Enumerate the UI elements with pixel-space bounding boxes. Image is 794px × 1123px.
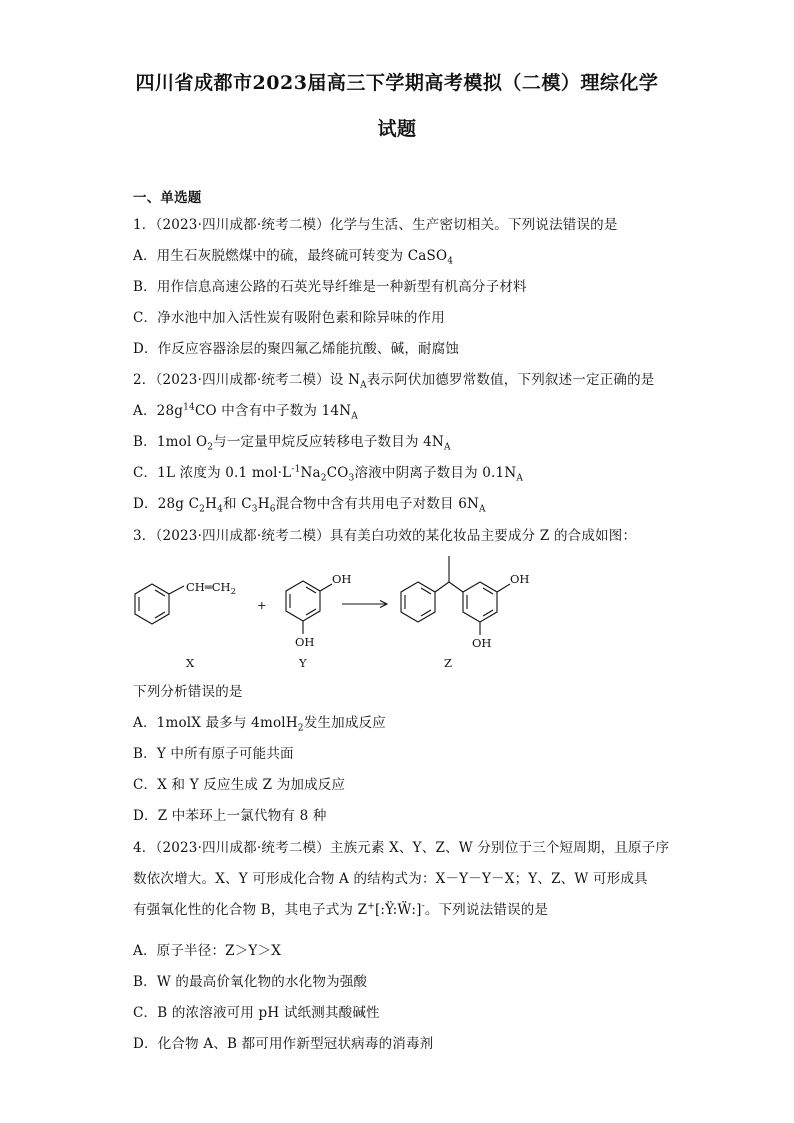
q4-stem-line3 [133,898,548,918]
y-oh-top: OH [332,572,352,586]
section-heading: 一、单选题 [133,190,202,206]
q2-c-3: CO [326,465,349,481]
q2-option-a [133,399,358,422]
q3-option-c: C．X 和 Y 反应生成 Z 为加成反应 [133,777,346,793]
plus-sign: + [257,598,267,612]
q2-d-2: H [205,496,218,512]
q2-stem-pre: 2．（2023·四川成都·统考二模）设 N [133,372,361,388]
q4-option-b: B．W 的最高价氧化物的水化物为强酸 [133,974,368,990]
q2-b-sub2: A [443,442,451,453]
q1-a-text: A．用生石灰脱燃煤中的硫，最终硫可转变为 CaSO [133,248,448,264]
q1-option-c: C．净水池中加入活性炭有吸附色素和除异味的作用 [133,310,445,326]
q2-d-sub3: 3 [251,504,258,515]
z-oh-bottom: OH [472,636,492,650]
x-group-sub: 2 [230,587,237,597]
q2-d-sub5: A [479,504,486,515]
label-y: Y [299,656,307,670]
q2-a-sub: A [351,411,358,422]
q4-option-d: D．化合物 A、B 都可用作新型冠状病毒的消毒剂 [133,1036,434,1052]
x-group-label [186,580,236,597]
q2-stem-post: 表示阿伏加德罗常数值，下列叙述一定正确的是 [366,372,655,388]
q1-option-a [133,244,454,267]
q2-c-2: Na [300,465,321,481]
q2-d-sub4: 6 [269,504,276,515]
label-z: Z [444,656,452,670]
q3-stem: 3．（2023·四川成都·统考二模）具有美白功效的某化妆品主要成分 Z 的合成如图： [133,528,637,544]
q2-d-1: D．28g C [133,496,200,512]
q4-stem3-3: 。下列说法错误的是 [424,902,549,918]
reaction-scheme [120,550,580,675]
z-oh-top: OH [510,572,530,586]
q2-d-sub2: 4 [217,504,224,515]
q2-a-sup: 14 [183,402,195,413]
q2-option-b [133,430,451,453]
z-resorcinol-ring [463,582,497,622]
q2-option-d [133,492,486,515]
y-benzene-ring [286,581,320,621]
x-vinyl-bond [169,586,184,594]
label-x: X [186,656,195,670]
q3-option-b: B．Y 中所有原子可能共面 [133,746,294,762]
y-oh-bottom: OH [295,635,315,649]
q4-stem-line2: 数依次增大。X、Y 可形成化合物 A 的结构式为：X－Y－Y－X；Y、Z、W 可形成具 [133,871,648,887]
z-phenyl-ring [401,582,435,622]
q1-option-d: D．作反应容器涂层的聚四氟乙烯能抗酸、碱，耐腐蚀 [133,341,460,357]
q2-c-sub2: 3 [348,473,355,484]
q1-stem: 1．（2023·四川成都·统考二模）化学与生活、生产密切相关。下列说法错误的是 [133,217,618,233]
document-title-line1: 四川省成都市2023届高三下学期高考模拟（二模）理综化学 [135,72,659,94]
q3-option-d: D．Z 中苯环上一氯代物有 8 种 [133,808,327,824]
q3-option-a [133,711,386,734]
q3-a-1: A．1molX 最多与 4molH [133,715,298,731]
q2-d-5: 混合物中含有共用电子对数目 6N [275,496,480,512]
q4-stem3-sup: + [367,901,375,912]
q3-a-sub: 2 [297,723,304,734]
q2-c-sub3: A [516,473,524,484]
q2-d-3: 和 C [223,496,252,512]
q2-c-1: C．1L 浓度为 0.1 mol·L [133,465,292,481]
q4-stem3-1: 有强氧化性的化合物 B，其电子式为 Z [133,902,368,918]
q2-c-sup: -1 [291,464,301,475]
q1-a-sub: 4 [447,256,454,267]
q4-option-a: A．原子半径：Z＞Y＞X [133,943,282,959]
q4-option-c: C．B 的浓溶液可用 pH 试纸测其酸碱性 [133,1005,380,1021]
q3-a-2: 发生加成反应 [303,715,386,731]
q4-stem-line1: 4．（2023·四川成都·统考二模）主族元素 X、Y、Z、W 分别位于三个短周期，且原子序 [133,840,670,856]
q2-c-4: 溶液中阴离子数目为 0.1N [354,465,517,481]
q2-d-sub1: 2 [199,504,206,515]
q1-option-b: B．用作信息高速公路的石英光导纤维是一种新型有机高分子材料 [133,279,527,295]
q2-b-1: B．1mol O [133,434,208,450]
q4-stem3-sup2: - [421,901,425,912]
q2-a-1: A．28g [133,403,184,419]
q4-electron-formula: [:Ÿ:Ẅ:] [374,902,422,918]
q2-b-2: 与一定量甲烷反应转移电子数目为 4N [213,434,444,450]
q2-d-4: H [257,496,270,512]
q3-intro: 下列分析错误的是 [133,684,243,700]
q2-a-2: CO 中含有中子数为 14N [194,403,352,419]
document-title-line2: 试题 [377,118,417,140]
q2-c-sub1: 2 [320,473,327,484]
q2-stem [133,368,655,391]
x-benzene-ring [135,584,169,624]
q2-stem-sub: A [360,380,367,391]
q2-b-sub1: 2 [207,442,214,453]
q2-option-c [133,461,524,484]
x-group-text: CH═CH [186,580,231,594]
